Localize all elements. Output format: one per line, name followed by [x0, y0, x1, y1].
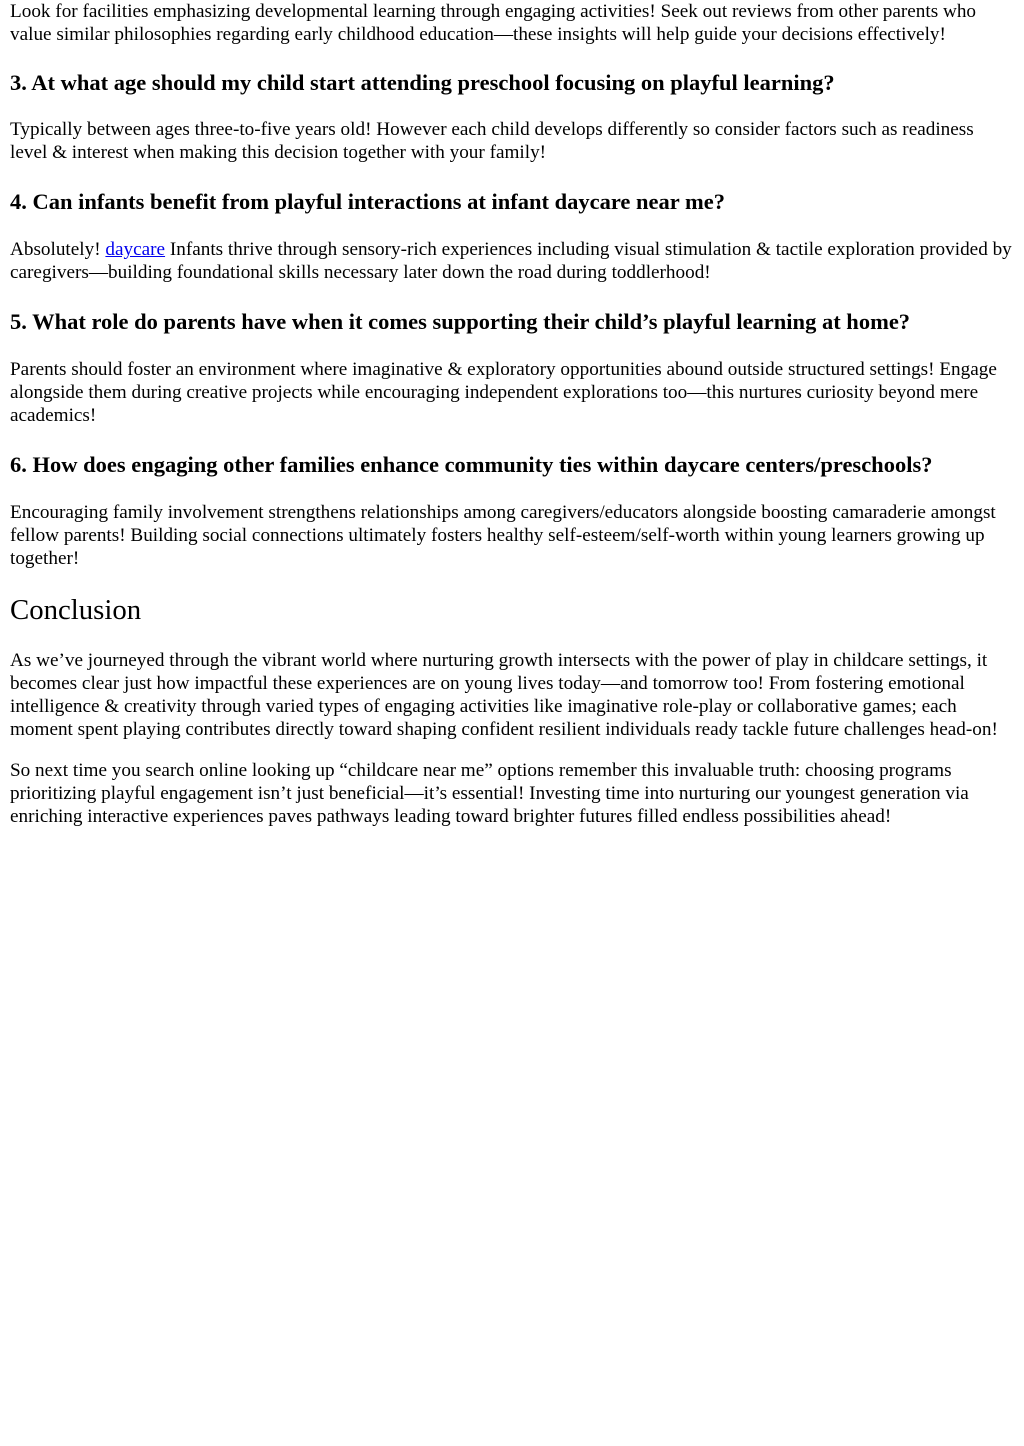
faq-answer-5: Parents should foster an environment where imaginative & exploratory opportunities abound outside structured settings! Engage alongside them during creative projects while encouraging independent explorations too—this nurtures curiosity beyond mere academics! [10, 359, 997, 426]
faq-question-6: 6. How does engaging other families enhance community ties within daycare centers/preschools? [10, 452, 933, 477]
faq-answer-3: Typically between ages three-to-five years old! However each child develops differently so consider factors such as readiness level & interest when making this decision together with your family! [10, 119, 974, 163]
conclusion-heading: Conclusion [10, 594, 142, 626]
intro-paragraph: Look for facilities emphasizing developmental learning through engaging activities! Seek out reviews from other parents who value similar philosophies regarding early childhood education—these insights will help guide your decisions effectively! [10, 1, 977, 45]
faq-answer-4 [10, 238, 1014, 284]
faq-answer-4-prefix: Absolutely! [10, 239, 106, 260]
conclusion-paragraph-2: So next time you search online looking up “childcare near me” options remember this invaluable truth: choosing programs prioritizing playful engagement isn’t just beneficial—it’s essential! Investing time into nurturing our youngest generation via enriching interactive experiences paves pathways leading toward brighter futures filled endless possibilities ahead! [10, 760, 969, 827]
faq-answer-6: Encouraging family involvement strengthens relationships among caregivers/educators alongside boosting camaraderie amongst fellow parents! Building social connections ultimately fosters healthy self-esteem/self-worth within young learners growing up together! [10, 502, 996, 569]
faq-question-4: 4. Can infants benefit from playful interactions at infant daycare near me? [10, 189, 725, 214]
faq-answer-4-suffix: Infants thrive through sensory-rich experiences including visual stimulation & tactile exploration provided by caregivers—building foundational skills necessary later down the road during toddlerhood! [10, 239, 1012, 283]
conclusion-paragraph-1: As we’ve journeyed through the vibrant world where nurturing growth intersects with the power of play in childcare settings, it becomes clear just how impactful these experiences are on young lives today—and tomorrow too! From fostering emotional intelligence & creativity through varied types of engaging activities like imaginative role-play or collaborative games; each moment spent playing contributes directly toward shaping confident resilient individuals ready tackle future challenges head-on! [10, 650, 998, 740]
faq-question-3: 3. At what age should my child start attending preschool focusing on playful learning? [10, 70, 835, 95]
daycare-link[interactable]: daycare [105, 239, 166, 260]
faq-question-5: 5. What role do parents have when it comes supporting their child’s playful learning at home? [10, 309, 911, 334]
